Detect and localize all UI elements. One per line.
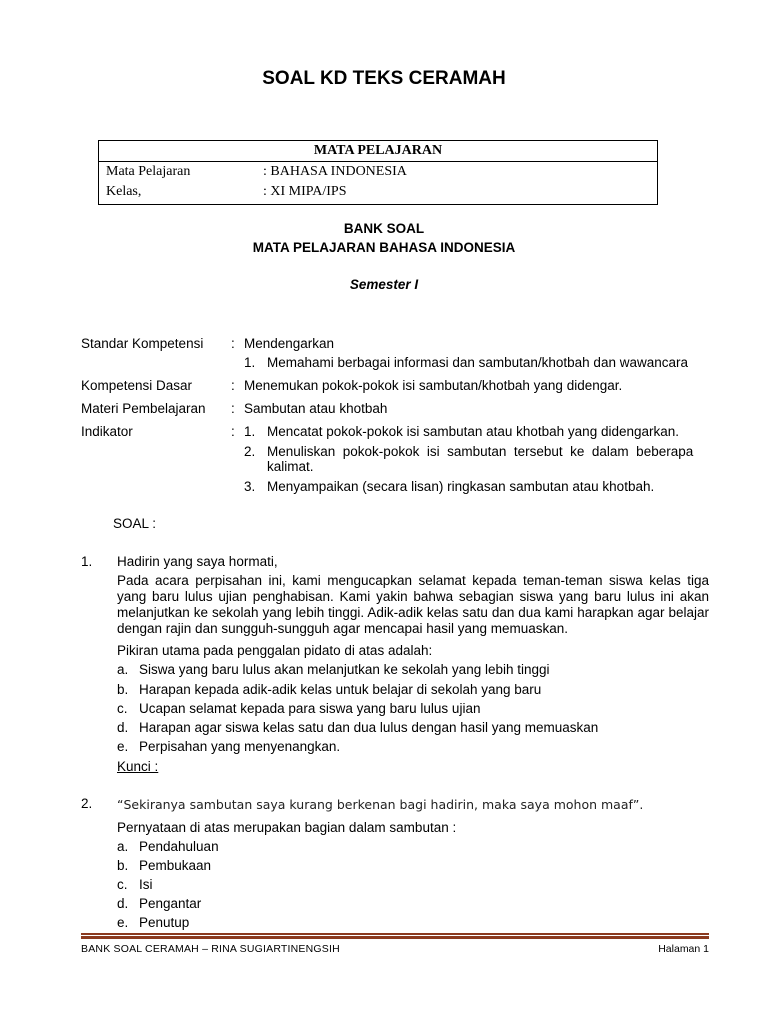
materi-pembelajaran-label: Materi Pembelajaran xyxy=(81,401,206,416)
option-text: Pengantar xyxy=(139,896,202,911)
colon: : xyxy=(231,336,235,351)
mata-pelajaran-value: : BAHASA INDONESIA xyxy=(263,164,407,179)
option-text: Harapan agar siswa kelas satu dan dua lulus dengan hasil yang memuaskan xyxy=(139,720,599,735)
footer-rule-thick xyxy=(81,936,709,939)
mata-pelajaran-label: Mata Pelajaran xyxy=(106,164,191,179)
question-text: Pikiran utama pada penggalan pidato di atas adalah: xyxy=(117,643,433,658)
indikator-label: Indikator xyxy=(81,424,133,439)
option-letter: d. xyxy=(117,720,129,735)
indikator-number: 1. xyxy=(244,424,256,439)
indikator-number: 3. xyxy=(244,479,256,494)
standar-kompetensi-label: Standar Kompetensi xyxy=(81,336,204,351)
indikator-number: 2. xyxy=(244,444,256,459)
option-letter: a. xyxy=(117,839,129,854)
kelas-label: Kelas, xyxy=(106,184,142,199)
question-number: 1. xyxy=(81,554,93,569)
standar-kompetensi-value: Mendengarkan xyxy=(244,336,335,351)
option-letter: c. xyxy=(117,877,128,892)
subject-heading: MATA PELAJARAN BAHASA INDONESIA xyxy=(252,240,516,255)
option-text: Perpisahan yang menyenangkan. xyxy=(139,739,341,754)
option-text: Siswa yang baru lulus akan melanjutkan ke sekolah yang lebih tinggi xyxy=(139,662,550,677)
quote-text: “Sekiranya sambutan saya kurang berkenan bagi hadirin, maka saya mohon maaf”. xyxy=(117,797,644,812)
mata-pelajaran-header: MATA PELAJARAN xyxy=(99,141,657,162)
indikator-text: Menyampaikan (secara lisan) ringkasan sambutan atau khotbah. xyxy=(267,479,655,494)
option-text: Ucapan selamat kepada para siswa yang baru lulus ujian xyxy=(139,701,481,716)
answer-key-label: Kunci : xyxy=(117,759,159,774)
footer-rule-thin xyxy=(81,933,709,935)
standar-sub-text: Memahami berbagai informasi dan sambutan/khotbah dan wawancara xyxy=(267,355,688,370)
option-text: Pendahuluan xyxy=(139,839,219,854)
indikator-text-continued: kalimat. xyxy=(267,459,314,474)
materi-pembelajaran-value: Sambutan atau khotbah xyxy=(244,401,388,416)
option-letter: e. xyxy=(117,915,129,930)
option-letter: b. xyxy=(117,858,129,873)
page-title: SOAL KD TEKS CERAMAH xyxy=(262,68,506,89)
kompetensi-dasar-label: Kompetensi Dasar xyxy=(81,378,193,393)
kompetensi-dasar-value: Menemukan pokok-pokok isi sambutan/khotbah yang didengar. xyxy=(244,378,623,393)
indikator-text: Menuliskan pokok-pokok isi sambutan tersebut ke dalam beberapa xyxy=(267,444,694,459)
option-text: Pembukaan xyxy=(139,858,212,873)
speech-paragraph: Pada acara perpisahan ini, kami mengucapkan selamat kepada teman-teman siswa kelas tiga yang baru lulus ujian penghabisan. Kami yakin bahwa sebagian siswa yang baru lulus ini akan melanjutkan ke sekolah yang lebih tinggi. Adik-adik kelas satu dan dua kami harapkan agar belajar dengan rajin dan sungguh-sungguh agar mencapai hasil yang memuaskan. xyxy=(117,573,709,636)
option-text: Isi xyxy=(139,877,153,892)
option-letter: d. xyxy=(117,896,129,911)
colon: : xyxy=(231,378,235,393)
question-number: 2. xyxy=(81,796,93,811)
soal-label: SOAL : xyxy=(113,516,157,531)
mata-pelajaran-box xyxy=(98,140,658,205)
option-letter: e. xyxy=(117,739,129,754)
option-letter: a. xyxy=(117,662,129,677)
speech-greeting: Hadirin yang saya hormati, xyxy=(117,554,278,569)
colon: : xyxy=(231,401,235,416)
option-text: Penutup xyxy=(139,915,190,930)
colon: : xyxy=(231,424,235,439)
footer-author: BANK SOAL CERAMAH – RINA SUGIARTINENGSIH xyxy=(81,943,340,955)
semester-heading: Semester I xyxy=(349,277,419,292)
indikator-text: Mencatat pokok-pokok isi sambutan atau khotbah yang didengarkan. xyxy=(267,424,680,439)
standar-sub-number: 1. xyxy=(244,355,256,370)
kelas-value: : XI MIPA/IPS xyxy=(263,184,347,199)
bank-soal-heading: BANK SOAL xyxy=(343,221,425,236)
option-text: Harapan kepada adik-adik kelas untuk belajar di sekolah yang baru xyxy=(139,682,542,697)
question-text: Pernyataan di atas merupakan bagian dalam sambutan : xyxy=(117,820,457,835)
option-letter: b. xyxy=(117,682,129,697)
footer-page-number: Halaman 1 xyxy=(658,943,709,955)
option-letter: c. xyxy=(117,701,128,716)
